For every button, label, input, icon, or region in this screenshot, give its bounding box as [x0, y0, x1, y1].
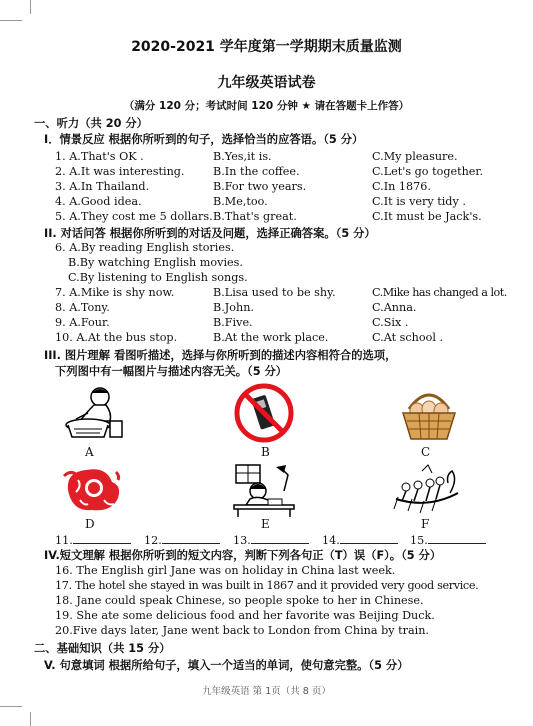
part2-row-8-c: C.Anna. [372, 301, 417, 314]
page-footer: 九年级英语 第 1页（共 8 页） [202, 686, 331, 697]
part1-row-5-c: C.It must be Jack's. [372, 210, 482, 223]
part4-item-20: 20.Five days later, Jane went back to London from China by train. [55, 624, 429, 637]
picture-label-b: B [261, 445, 270, 459]
part2-row-9-c: C.Six . [372, 316, 409, 329]
picture-label-e: E [261, 517, 270, 531]
blank-number: 15. [410, 534, 428, 547]
part1-row-1-c: C.My pleasure. [372, 150, 458, 163]
part2-q6-b: B.By watching English movies. [68, 256, 243, 269]
part1-row-5-b: B.That's great. [213, 210, 297, 223]
part4-heading: IV.短文理解 根据你所听到的短文内容，判断下列各句正（T）误（F）。（5 分） [44, 549, 442, 562]
part2-row-8-b: B.John. [213, 301, 254, 314]
blank-number: 13. [233, 534, 251, 547]
part1-row-2-a: 2. A.It was interesting. [55, 165, 185, 178]
part1-row-2-b: B.In the coffee. [213, 165, 300, 178]
part2-row-7-a: 7. A.Mike is shy now. [55, 286, 175, 299]
answer-blank-14[interactable] [322, 532, 398, 547]
part1-row-3-b: B.For two years. [213, 180, 307, 193]
answer-blank-13[interactable] [233, 532, 309, 547]
blank-number: 12. [144, 534, 162, 547]
picture-label-f: F [421, 517, 430, 531]
part4-item-19: 19. She ate some delicious food and her favorite was Beijing Duck. [55, 609, 435, 622]
part1-row-1-a: 1. A.That's OK . [55, 150, 144, 163]
part1-row-3-a: 3. A.In Thailand. [55, 180, 150, 193]
part1-heading: I．情景反应 根据你所听到的句子，选择恰当的应答语。（5 分） [44, 133, 364, 146]
part2-q6-a: 6. A.By reading English stories. [55, 241, 235, 254]
crop-mark [0, 20, 22, 21]
section-basics: 二、基础知识（共 15 分） [34, 642, 171, 655]
part2-row-10-a: 10. A.At the bus stop. [55, 331, 178, 344]
answer-blank-12[interactable] [144, 532, 220, 547]
part2-heading: II. 对话问答 根据你所听到的对话及问题，选择正确答案。（5 分） [44, 227, 376, 240]
crop-mark [30, 0, 31, 14]
part2-row-9-a: 9. A.Four. [55, 316, 110, 329]
part2-row-10-b: B.At the work place. [213, 331, 329, 344]
answer-blank-11[interactable] [55, 532, 131, 547]
part1-row-1-b: B.Yes,it is. [213, 150, 272, 163]
washing-child-icon [58, 383, 130, 443]
dragon-boat-icon [392, 463, 462, 517]
part1-row-4-c: C.It is very tidy . [372, 195, 466, 208]
part2-q6-c: C.By listening to English songs. [68, 271, 248, 284]
section-listening: 一、听力（共 20 分） [34, 117, 148, 130]
chinese-paper-cut-icon [58, 462, 128, 518]
crop-mark [30, 712, 31, 726]
part2-row-8-a: 8. A.Tony. [55, 301, 110, 314]
answer-blank-15[interactable] [410, 532, 486, 547]
blank-number: 14. [322, 534, 340, 547]
part4-item-18: 18. Jane could speak Chinese, so people spoke to her in Chinese. [55, 594, 424, 607]
part1-row-5-a: 5. A.They cost me 5 dollars. [55, 210, 213, 223]
part2-row-7-c: C.Mike has changed a lot. [372, 286, 507, 299]
part2-row-7-b: B.Lisa used to be shy. [213, 286, 336, 299]
picture-label-a: A [85, 445, 94, 459]
picture-label-c: C [421, 445, 431, 459]
part2-row-10-c: C.At school . [372, 331, 444, 344]
part4-item-17: 17. The hotel she stayed in was built in 1867 and it provided very good service. [55, 579, 479, 592]
page-subtitle: 九年级英语试卷 [217, 75, 316, 91]
student-desk-icon [230, 461, 298, 519]
part5-heading: V. 句意填词 根据所给句子，填入一个适当的单词，使句意完整。（5 分） [44, 659, 409, 672]
page-title: 2020-2021 学年度第一学期期末质量监测 [131, 39, 402, 55]
crop-mark [0, 706, 22, 707]
part1-row-4-b: B.Me,too. [213, 195, 268, 208]
part1-row-3-c: C.In 1876. [372, 180, 431, 193]
exam-info: （满分 120 分；考试时间 120 分钟 ★ 请在答题卡上作答） [123, 100, 410, 112]
blank-number: 11. [55, 534, 73, 547]
part4-item-16: 16. The English girl Jane was on holiday in China last week. [55, 564, 396, 577]
part3-heading-2: 下列图中有一幅图片与描述内容无关。（5 分） [55, 365, 288, 378]
picture-label-d: D [85, 517, 95, 531]
part1-row-4-a: 4. A.Good idea. [55, 195, 142, 208]
part2-row-9-b: B.Five. [213, 316, 253, 329]
part1-row-2-c: C.Let's go together. [372, 165, 484, 178]
no-phone-icon [233, 382, 295, 444]
part3-heading-1: III. 图片理解 看图听描述，选择与你所听到的描述内容相符合的选项， [44, 349, 397, 362]
egg-basket-icon [395, 385, 463, 443]
